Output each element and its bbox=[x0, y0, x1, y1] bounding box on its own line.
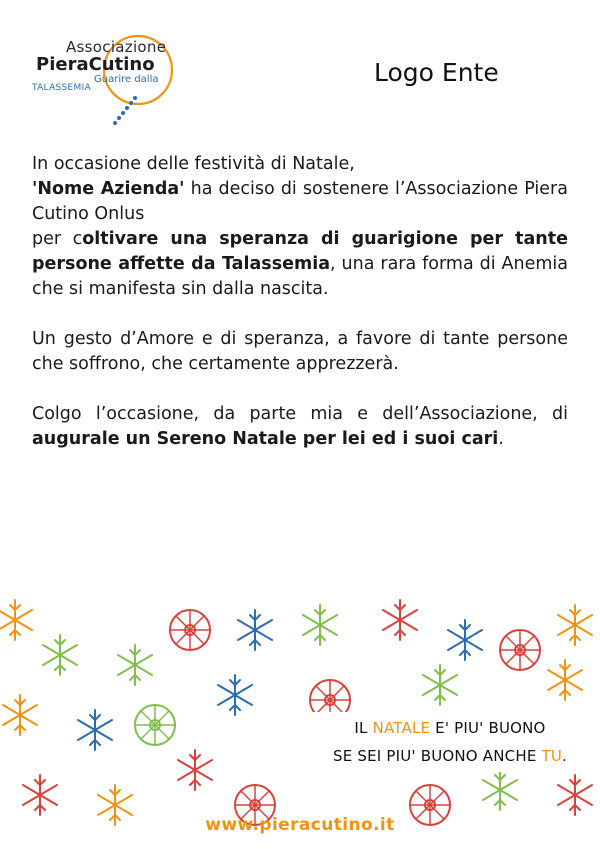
paragraph-2: Un gesto d’Amore e di speranza, a favore di tante persone che soffrono, che certamente apprezzerà. bbox=[32, 329, 568, 374]
snowflake-icon bbox=[238, 610, 272, 650]
banner-text: SE SEI PIU' BUONO ANCHE bbox=[333, 747, 542, 765]
ornament-wheel-icon bbox=[135, 705, 175, 745]
banner-text: IL bbox=[354, 719, 373, 737]
paragraph-3 bbox=[32, 402, 568, 452]
logo-ente-placeholder: Logo Ente bbox=[374, 58, 499, 87]
p3-start: Colgo l’occasione, da parte mia e dell’Associazione, di bbox=[32, 404, 568, 424]
paragraph-1 bbox=[32, 152, 568, 302]
banner-tu-highlight: TU bbox=[541, 747, 563, 765]
p3-wish: augurale un Sereno Natale per lei ed i suoi cari bbox=[32, 429, 499, 449]
banner-line-2 bbox=[300, 747, 600, 765]
p1-rest: , una rara forma di Anemia che si manifesta sin dalla nascita. bbox=[32, 254, 568, 299]
p1-per-c: per c bbox=[32, 229, 83, 249]
snowflake-icon bbox=[448, 620, 482, 660]
snowflake-icon bbox=[383, 600, 417, 640]
p3-end: . bbox=[498, 429, 504, 449]
snowflake-icon bbox=[303, 605, 337, 645]
p1-company: 'Nome Azienda' bbox=[32, 179, 185, 199]
snowflake-icon bbox=[43, 635, 77, 675]
banner-line-1 bbox=[300, 719, 600, 737]
p1-support: ha deciso di sostenere l’Associazione Piera Cutino Onlus bbox=[32, 179, 568, 224]
p1-mission: oltivare una speranza di guarigione per tante persone affette da Talassemia bbox=[32, 229, 568, 274]
snowflake-icon bbox=[23, 775, 57, 815]
greeting-banner bbox=[300, 712, 600, 772]
snowflake-icon bbox=[118, 645, 152, 685]
snowflake-icon bbox=[218, 675, 252, 715]
letter-body bbox=[32, 152, 568, 477]
snowflake-icon bbox=[558, 605, 592, 645]
banner-text: E' PIU' BUONO bbox=[430, 719, 546, 737]
snowflake-icon bbox=[178, 750, 212, 790]
website-link[interactable]: www.pieracutino.it bbox=[205, 815, 395, 835]
logo-line-name: PieraCutino bbox=[36, 54, 155, 75]
banner-natale-highlight: NATALE bbox=[372, 719, 431, 737]
association-logo bbox=[18, 30, 198, 130]
snowflake-icon bbox=[558, 775, 592, 815]
snowflake-icon bbox=[423, 665, 457, 705]
ornament-wheel-icon bbox=[170, 610, 210, 650]
ornament-wheel-icon bbox=[500, 630, 540, 670]
logo-line-talassemia: TALASSEMIA bbox=[32, 83, 92, 93]
snowflake-icon bbox=[78, 710, 112, 750]
p1-intro: In occasione delle festività di Natale, bbox=[32, 154, 355, 174]
snowflake-icon bbox=[3, 695, 37, 735]
snowflake-icon bbox=[0, 600, 32, 640]
snowflake-icon bbox=[483, 770, 517, 810]
snowflake-icon bbox=[548, 660, 582, 700]
banner-text: . bbox=[562, 747, 567, 765]
logo-line-associazione: Associazione bbox=[66, 38, 167, 56]
logo-line-guarire: Guarire dalla bbox=[94, 74, 159, 85]
